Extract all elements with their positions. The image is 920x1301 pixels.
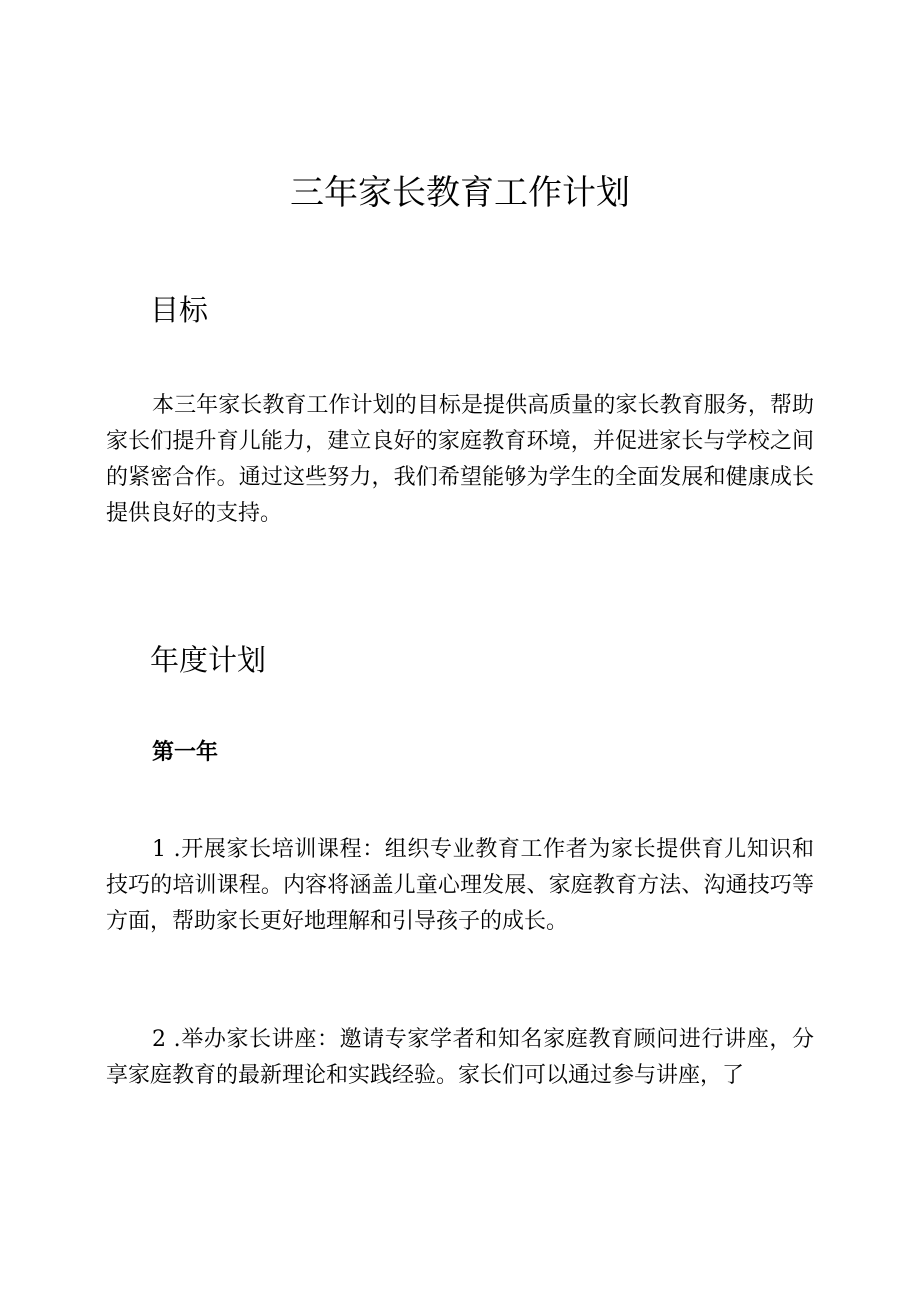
subsection-heading-year1: 第一年 [152, 740, 219, 765]
document-title: 三年家长教育工作计划 [290, 173, 630, 213]
section-heading-annual-plan: 年度计划 [150, 643, 267, 677]
plan-item-1: 1 .开展家长培训课程：组织专业教育工作者为家长提供育儿知识和技巧的培训课程。内容将涵盖儿童心理发展、家庭教育方法、沟通技巧等方面，帮助家长更好地理解和引导孩子的成长。 [106, 837, 814, 934]
goal-paragraph: 本三年家长教育工作计划的目标是提供高质量的家长教育服务，帮助家长们提升育儿能力，建立良好的家庭教育环境，并促进家长与学校之间的紧密合作。通过这些努力，我们希望能够为学生的全面发展和健康成长提供良好的支持。 [106, 393, 814, 526]
section-heading-goal: 目标 [150, 293, 209, 327]
plan-item-2: 2 .举办家长讲座：邀请专家学者和知名家庭教育顾问进行讲座，分享家庭教育的最新理论和实践经验。家长们可以通过参与讲座，了 [106, 1027, 814, 1088]
